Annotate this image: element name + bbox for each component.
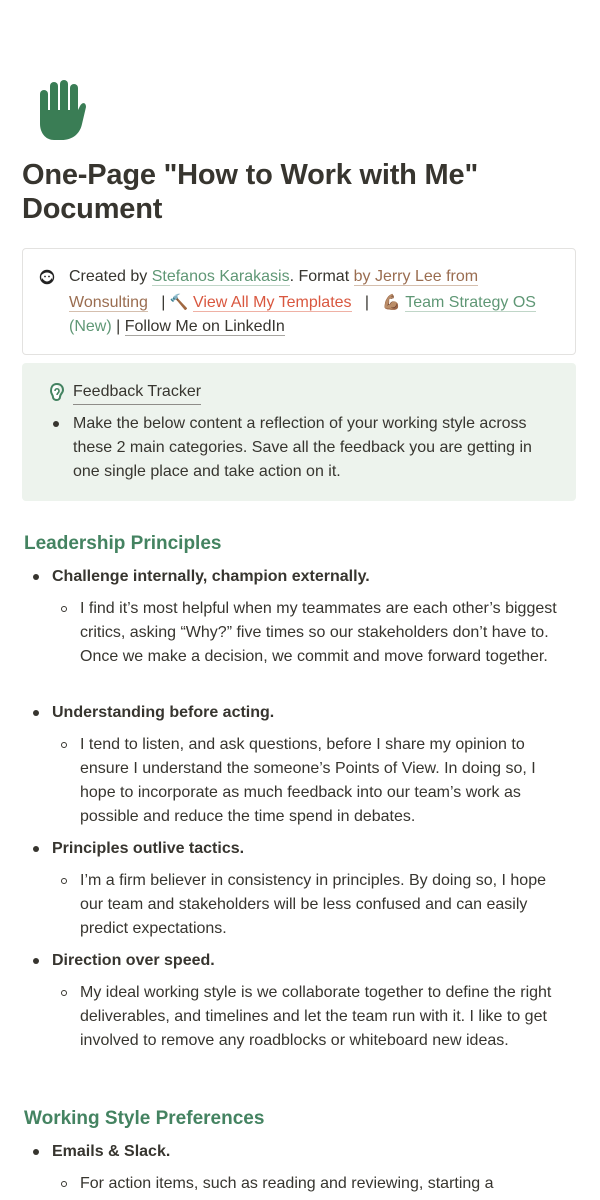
principle-detail: I find it’s most helpful when my teammates are each other’s biggest critics, asking “Why?” five times so our stakeholders don’t have to. Once we make a decision, we commit and move forward together. (80, 600, 557, 665)
principle-detail: I’m a firm believer in consistency in principles. By doing so, I hope our team and stakeholders will be less confused and can easily predict expectations. (80, 872, 546, 937)
credit-text (69, 265, 559, 340)
format-label: . Format (289, 268, 354, 285)
hammer-icon: 🔨 (169, 292, 189, 311)
feedback-description: Make the below content a reflection of your working style across these 2 main categories. Save all the feedback you are getting in one single place and take action on it. (73, 415, 532, 480)
bullet-dot (33, 958, 39, 964)
created-by-label: Created by (69, 268, 152, 285)
bullet-dot (33, 710, 39, 716)
bullet-dot (53, 421, 59, 427)
flexed-biceps-icon: 💪🏽 (382, 292, 402, 311)
bullet-dot (33, 1149, 39, 1155)
team-strategy-link[interactable]: Team Strategy OS (405, 293, 536, 311)
principle-title: Direction over speed. (52, 952, 215, 969)
raised-hand-icon[interactable] (36, 80, 90, 142)
format-author-link[interactable]: by Jerry Lee from Wonsulting (69, 268, 479, 311)
separator: | (116, 318, 121, 335)
feedback-callout (22, 363, 576, 501)
bullet-dot (33, 846, 39, 852)
bearded-face-icon (39, 269, 55, 285)
principle-title: Challenge internally, champion externally. (52, 568, 370, 585)
principle-title: Principles outlive tactics. (52, 840, 245, 857)
bullet-dot (33, 574, 39, 580)
bullet-circle (61, 878, 67, 884)
view-templates-link[interactable]: View All My Templates (192, 293, 352, 311)
separator: | (364, 293, 370, 311)
new-tag: (New) (69, 318, 112, 335)
bullet-circle (61, 990, 67, 996)
principle-title: Understanding before acting. (52, 704, 275, 721)
principle-detail: My ideal working style is we collaborate together to define the right deliverables, and timelines and let the team run with it. I like to get involved to remove any roadblocks or whiteboard new ideas. (80, 984, 552, 1049)
preference-title: Emails & Slack. (52, 1143, 171, 1160)
ear-icon (49, 383, 65, 401)
feedback-tracker-link[interactable]: Feedback Tracker (73, 380, 201, 405)
bullet-circle (61, 1181, 67, 1187)
author-link[interactable]: Stefanos Karakasis (151, 268, 290, 285)
principle-detail: I tend to listen, and ask questions, before I share my opinion to ensure I understand the someone’s Points of View. In doing so, I hope to incorporate as much feedback into our team’s work as possible and reduce the time spend in debates. (80, 736, 536, 825)
preference-detail: For action items, such as reading and reviewing, starting a (80, 1175, 494, 1192)
bullet-circle (61, 606, 67, 612)
leadership-heading: Leadership Principles (24, 533, 222, 554)
bullet-circle (61, 742, 67, 748)
page-title: One-Page "How to Work with Me" Document (22, 159, 478, 225)
linkedin-link[interactable]: Follow Me on LinkedIn (124, 318, 285, 335)
working-style-heading: Working Style Preferences (24, 1108, 265, 1129)
separator: | (161, 293, 166, 311)
credit-callout (22, 248, 576, 355)
